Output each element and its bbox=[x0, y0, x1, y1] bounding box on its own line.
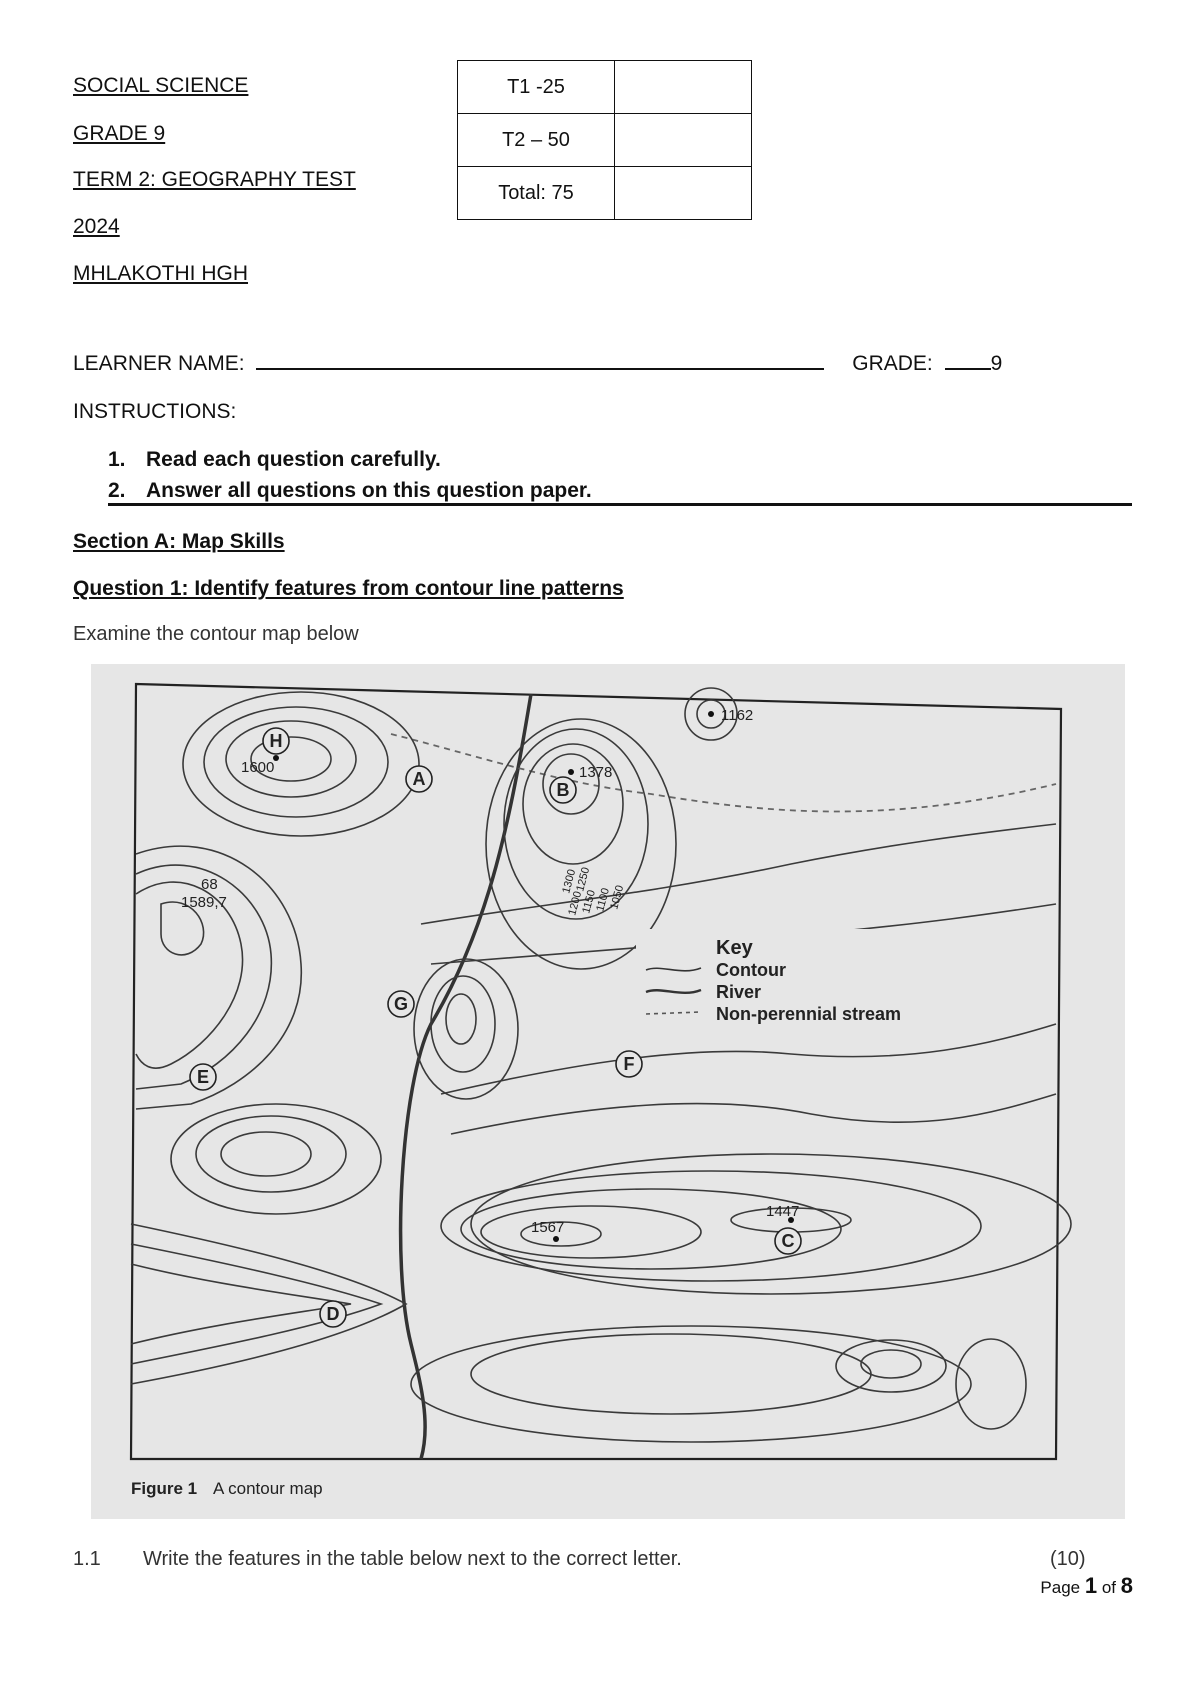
svg-text:D: D bbox=[326, 1304, 340, 1324]
river-line bbox=[401, 694, 531, 1459]
marks-value-cell[interactable] bbox=[615, 114, 752, 167]
contour-label: 1200 bbox=[566, 890, 585, 917]
caption-text: A contour map bbox=[213, 1479, 323, 1498]
figure-caption bbox=[131, 1479, 323, 1498]
list-text: Read each question carefully. bbox=[146, 448, 441, 471]
hill-sw-contours bbox=[171, 1104, 381, 1214]
learner-line bbox=[73, 352, 1133, 376]
spot-height-1567: 1567 bbox=[531, 1219, 565, 1236]
spot-height-1600: 1600 bbox=[241, 759, 275, 776]
contour-label: 1100 bbox=[594, 886, 613, 913]
contour-map bbox=[91, 664, 1125, 1519]
list-item bbox=[108, 475, 592, 506]
of-word: of bbox=[1101, 1578, 1117, 1597]
page-total: 8 bbox=[1120, 1573, 1133, 1598]
key-item: River bbox=[716, 982, 762, 1002]
grade-field[interactable] bbox=[945, 368, 991, 370]
svg-text:F: F bbox=[623, 1054, 635, 1074]
question-number: 1.1 bbox=[73, 1548, 101, 1570]
divider bbox=[108, 503, 1132, 506]
letter-h bbox=[263, 728, 289, 754]
letter-b bbox=[550, 777, 576, 803]
grade-label: GRADE: bbox=[852, 352, 933, 375]
south-hills-contours bbox=[411, 1326, 1026, 1442]
map-key bbox=[636, 929, 966, 1039]
page-word: Page bbox=[1040, 1578, 1081, 1597]
caption-bold: Figure 1 bbox=[131, 1479, 198, 1498]
learner-name-label: LEARNER NAME: bbox=[73, 352, 245, 375]
spot-height-1378: 1378 bbox=[579, 764, 613, 781]
marks-label: T1 -25 bbox=[458, 61, 615, 114]
letter-d bbox=[320, 1301, 346, 1327]
letter-c bbox=[775, 1228, 801, 1254]
svg-text:G: G bbox=[393, 994, 409, 1014]
instructions-list bbox=[108, 444, 592, 506]
question-text: Write the features in the table below next to the correct letter. bbox=[143, 1548, 682, 1570]
letter-a bbox=[406, 766, 432, 792]
page-footer bbox=[1040, 1573, 1133, 1599]
subject-title: SOCIAL SCIENCE bbox=[73, 74, 249, 97]
contour-label: 1300 bbox=[560, 868, 579, 895]
letter-f bbox=[616, 1051, 642, 1077]
grade-title: GRADE 9 bbox=[73, 122, 166, 145]
spot-height-1589: 1589,7 bbox=[181, 894, 227, 911]
marks-label: Total: 75 bbox=[458, 167, 615, 220]
term-title: TERM 2: GEOGRAPHY TEST bbox=[73, 168, 356, 191]
spot-height-68: 68 bbox=[201, 876, 218, 893]
section-title: Section A: Map Skills bbox=[73, 530, 285, 553]
west-ridge-contours bbox=[136, 846, 301, 1109]
contour-label: 1150 bbox=[580, 888, 599, 915]
svg-text:H: H bbox=[269, 731, 283, 751]
spot-height-1162: 1162 bbox=[721, 707, 754, 724]
key-item: Non-perennial stream bbox=[716, 1004, 902, 1024]
contour-label: 1050 bbox=[608, 884, 627, 911]
letter-e bbox=[190, 1064, 216, 1090]
instructions-title: INSTRUCTIONS: bbox=[73, 400, 237, 423]
marks-row bbox=[458, 167, 752, 220]
key-title: Key bbox=[716, 937, 753, 959]
contour-label: 1250 bbox=[574, 866, 593, 893]
svg-text:B: B bbox=[556, 780, 570, 800]
marks-label: T2 – 50 bbox=[458, 114, 615, 167]
marks-value-cell[interactable] bbox=[615, 61, 752, 114]
stream-line bbox=[391, 734, 1056, 812]
hill-h-contours bbox=[183, 692, 419, 836]
spur-d-contours bbox=[131, 1224, 406, 1384]
spot-height-1447: 1447 bbox=[766, 1203, 800, 1220]
map-frame bbox=[131, 684, 1061, 1459]
question-intro: Examine the contour map below bbox=[73, 623, 359, 645]
year-title: 2024 bbox=[73, 215, 120, 238]
marks-row bbox=[458, 61, 752, 114]
list-number: 1. bbox=[108, 448, 126, 471]
page-number: 1 bbox=[1084, 1573, 1098, 1598]
svg-text:E: E bbox=[196, 1067, 210, 1087]
question-title: Question 1: Identify features from contour line patterns bbox=[73, 577, 624, 600]
marks-value-cell[interactable] bbox=[615, 167, 752, 220]
grade-value: 9 bbox=[990, 352, 1003, 375]
key-item: Contour bbox=[716, 960, 786, 980]
question-marks: (10) bbox=[1050, 1548, 1086, 1570]
svg-text:C: C bbox=[781, 1231, 795, 1251]
list-item bbox=[108, 444, 592, 475]
contour-map-figure bbox=[91, 664, 1125, 1519]
svg-text:A: A bbox=[412, 769, 426, 789]
list-number: 2. bbox=[108, 479, 126, 502]
list-text: Answer all questions on this question paper. bbox=[146, 479, 592, 502]
marks-row bbox=[458, 114, 752, 167]
marks-table bbox=[457, 60, 752, 220]
learner-name-field[interactable] bbox=[256, 368, 824, 370]
letter-g bbox=[388, 991, 414, 1017]
school-title: MHLAKOTHI HGH bbox=[73, 262, 249, 285]
